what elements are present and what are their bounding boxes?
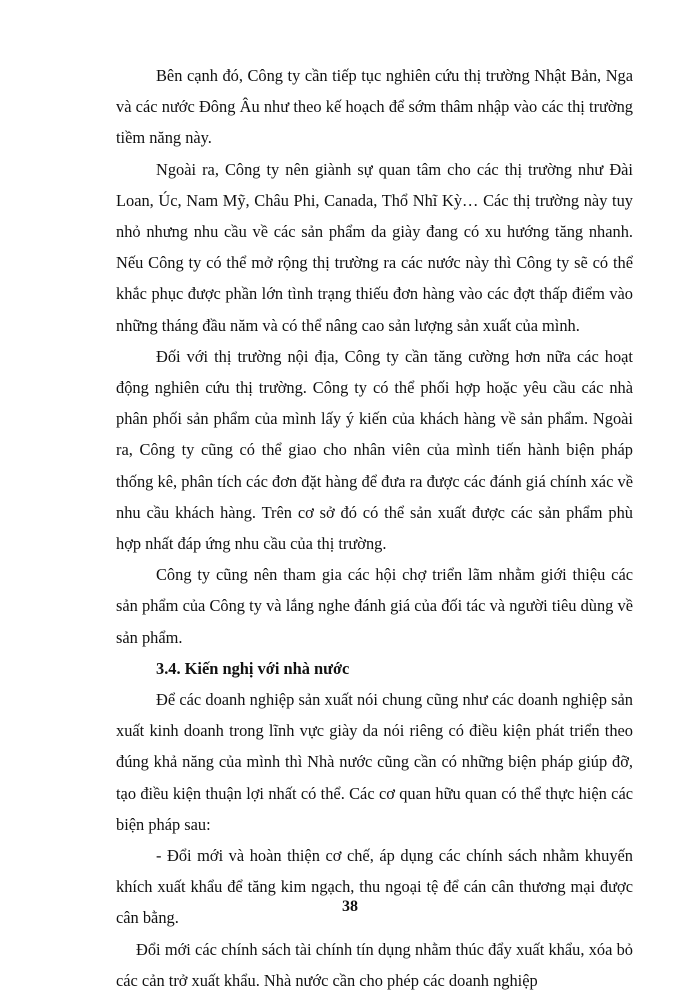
paragraph-domestic-market: Đối với thị trường nội địa, Công ty cần tăng cường hơn nữa các hoạt động nghiên cứu thị trường. Công ty có thể phối hợp hoặc yêu cầu các nhà phân phối sản phẩm của mình lấy ý kiến của khách hàng về sản phẩm. Ngoài ra, Công ty cũng có thể giao cho nhân viên của mình tiến hành biện pháp thống kê, phân tích các đơn đặt hàng để đưa ra được các đánh giá chính xác về nhu cầu khách hàng. Trên cơ sở đó có thể sản xuất được các sản phẩm phù hợp nhất đáp ứng nhu cầu của thị trường. <box>116 346 633 554</box>
page-body <box>116 60 633 996</box>
paragraph-small-markets: Ngoài ra, Công ty nên giành sự quan tâm cho các thị trường như Đài Loan, Úc, Nam Mỹ, Châu Phi, Canada, Thổ Nhĩ Kỳ… Các thị trường này tuy nhỏ nhưng nhu cầu về các sản phẩm da giày đang có xu hướng tăng nhanh. Nếu Công ty có thể mở rộng thị trường ra các nước này thì Công ty sẽ có thể khắc phục được phần lớn tình trạng thiếu đơn hàng vào các đợt thấp điểm vào những tháng đầu năm và có thể nâng cao sản lượng sản xuất của mình. <box>116 159 633 335</box>
section-heading: 3.4. Kiến nghị với nhà nước <box>156 658 350 678</box>
paragraph-research-markets: Bên cạnh đó, Công ty cần tiếp tục nghiên cứu thị trường Nhật Bản, Nga và các nước Đông Âu như theo kế hoạch để sớm thâm nhập vào các thị trường tiềm năng này. <box>116 66 633 148</box>
paragraph-trade-fairs: Công ty cũng nên tham gia các hội chợ triển lãm nhằm giới thiệu các sản phẩm của Công ty và lắng nghe đánh giá của đối tác và người tiêu dùng về sản phẩm. <box>116 565 633 647</box>
paragraph-state-support: Để các doanh nghiệp sản xuất nói chung cũng như các doanh nghiệp sản xuất kinh doanh trong lĩnh vực giày da nói riêng có điều kiện phát triển theo đúng khả năng của mình thì Nhà nước cũng cần có những biện pháp giúp đỡ, tạo điều kiện thuận lợi nhất có thể. Các cơ quan hữu quan có thể thực hiện các biện pháp sau: <box>116 690 633 834</box>
page-number: 38 <box>342 898 358 915</box>
paragraph-financial-policy: Đổi mới các chính sách tài chính tín dụng nhằm thúc đẩy xuất khẩu, xóa bỏ các cản trở xuất khẩu. Nhà nước cần cho phép các doanh nghiệp <box>116 939 633 990</box>
paragraph-mechanism-reform: - Đổi mới và hoàn thiện cơ chế, áp dụng các chính sách nhằm khuyến khích xuất khẩu để tăng kim ngạch, thu ngoại tệ để cán cân thương mại được cân bằng. <box>116 846 633 928</box>
